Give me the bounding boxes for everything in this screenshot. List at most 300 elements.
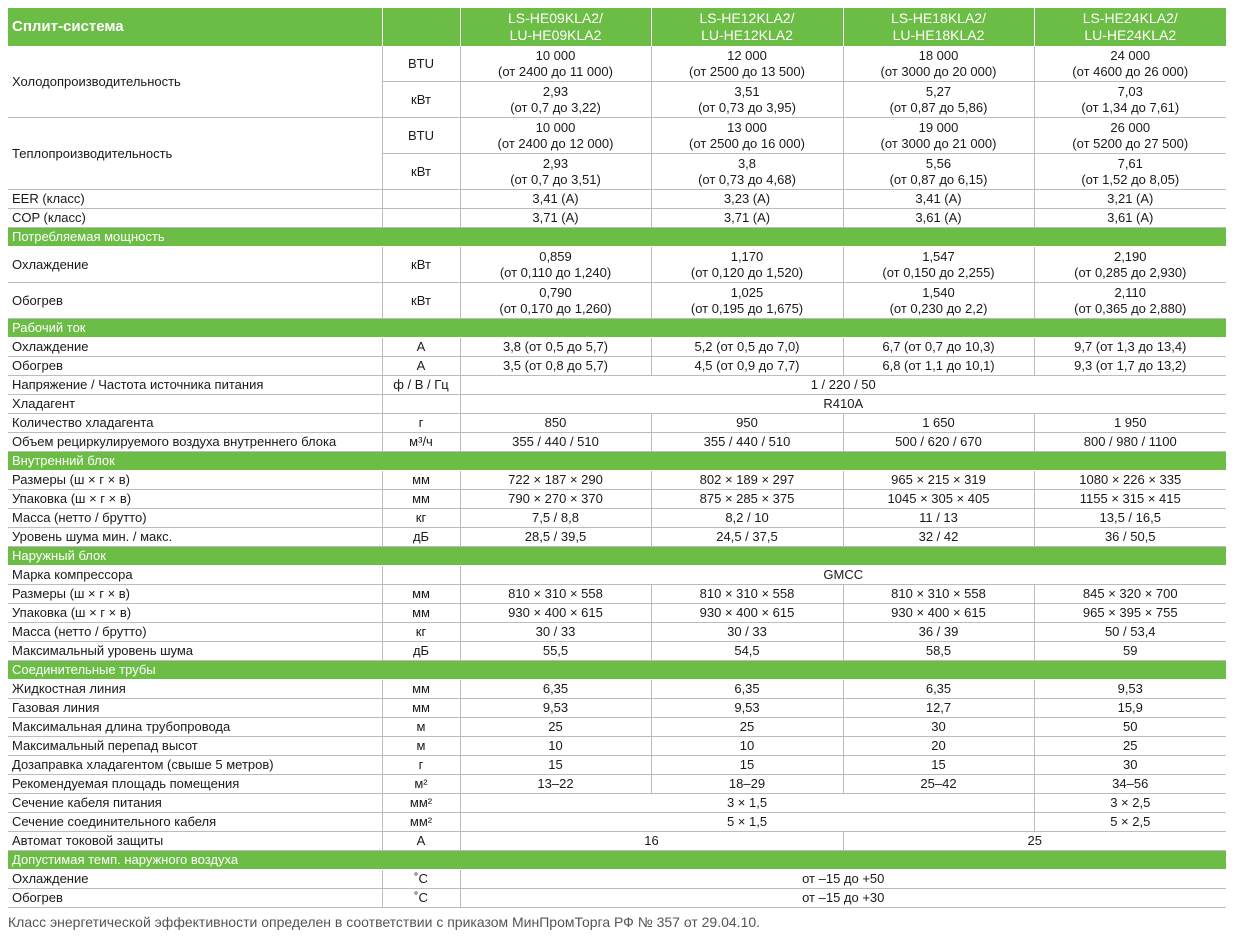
section-header-row [8, 661, 1226, 680]
value-line: 3,23 (A) [723, 191, 771, 206]
value-line: 36 / 50,5 [1104, 529, 1156, 544]
value-line: 36 / 39 [918, 624, 959, 639]
row-label: Обогрев [8, 889, 382, 908]
value-line: 34–56 [1112, 776, 1149, 791]
row-label: Холодопроизводительность [8, 46, 382, 118]
value-line: 3,41 (A) [532, 191, 579, 206]
value-line: 2,93 [542, 83, 569, 99]
value-line: 3,41 (A) [915, 191, 962, 206]
spec-table [8, 8, 1226, 908]
value-cell [843, 209, 1034, 228]
value-line: 5 × 2,5 [1110, 814, 1151, 829]
unit-cell: BTU [382, 46, 460, 82]
table-row [8, 585, 1226, 604]
value-line: 810 × 310 × 558 [508, 586, 603, 601]
table-row [8, 870, 1226, 889]
table-header-row [8, 8, 1226, 46]
value-line: 5,56 [925, 155, 952, 171]
value-cell [651, 509, 843, 528]
table-row [8, 642, 1226, 661]
model-header [460, 8, 651, 46]
value-cell [460, 680, 651, 699]
value-cell [651, 118, 843, 154]
section-title: Соединительные трубы [8, 661, 1226, 680]
table-row [8, 490, 1226, 509]
value-line: 6,35 [925, 681, 952, 696]
value-line: 875 × 285 × 375 [699, 491, 795, 506]
value-cell [843, 718, 1034, 737]
value-line: (от 0,170 до 1,260) [499, 300, 612, 316]
unit-cell: дБ [382, 528, 460, 547]
value-line: 1,540 [922, 284, 955, 300]
table-row [8, 889, 1226, 908]
value-cell [843, 154, 1034, 190]
row-label: Рекомендуемая площадь помещения [8, 775, 382, 794]
unit-header-cell [382, 8, 460, 46]
value-cell [1034, 794, 1226, 813]
value-line: 5,2 (от 0,5 до 7,0) [694, 339, 800, 354]
value-line: (от 0,285 до 2,930) [1074, 264, 1187, 280]
unit-cell: дБ [382, 642, 460, 661]
value-line: 30 / 33 [727, 624, 767, 639]
value-line: 13–22 [537, 776, 574, 791]
value-line: 1 / 220 / 50 [810, 377, 876, 392]
value-cell [843, 699, 1034, 718]
model-header-line: LU-HE24KLA2 [1084, 27, 1177, 43]
row-label: Максимальный уровень шума [8, 642, 382, 661]
unit-cell: м [382, 718, 460, 737]
value-cell [1034, 756, 1226, 775]
row-label: Автомат токовой защиты [8, 832, 382, 851]
value-line: 3,21 (A) [1107, 191, 1154, 206]
value-line: (от 2500 до 16 000) [689, 135, 805, 151]
table-row [8, 623, 1226, 642]
value-line: 11 / 13 [919, 510, 958, 525]
value-line: 0,859 [539, 248, 572, 264]
value-cell [651, 680, 843, 699]
value-line: 7,61 [1117, 155, 1143, 171]
row-label: Уровень шума мин. / макс. [8, 528, 382, 547]
value-line: 9,53 [542, 700, 569, 715]
value-cell [843, 528, 1034, 547]
value-line: 12,7 [925, 700, 952, 715]
value-cell [651, 433, 843, 452]
value-cell [460, 756, 651, 775]
value-cell [843, 118, 1034, 154]
value-cell [1034, 357, 1226, 376]
table-row [8, 509, 1226, 528]
row-label: Количество хладагента [8, 414, 382, 433]
table-row [8, 395, 1226, 414]
row-label: Охлаждение [8, 870, 382, 889]
value-line: 25 [1027, 833, 1042, 848]
row-label: Охлаждение [8, 247, 382, 283]
value-line: 15 [548, 757, 563, 772]
value-line: 7,5 / 8,8 [532, 510, 579, 525]
value-cell [1034, 414, 1226, 433]
value-cell [843, 471, 1034, 490]
table-row [8, 357, 1226, 376]
value-cell [843, 357, 1034, 376]
value-cell [843, 338, 1034, 357]
value-line: 30 [1123, 757, 1138, 772]
table-row [8, 775, 1226, 794]
value-line: 50 [1123, 719, 1138, 734]
value-cell [651, 718, 843, 737]
value-line: 54,5 [734, 643, 760, 658]
unit-cell: мм [382, 585, 460, 604]
value-cell [843, 509, 1034, 528]
value-cell [651, 247, 843, 283]
table-row [8, 414, 1226, 433]
value-cell [651, 357, 843, 376]
value-line: 24 000 [1110, 47, 1151, 63]
value-line: 9,53 [1117, 681, 1143, 696]
value-cell [1034, 338, 1226, 357]
section-header-row [8, 851, 1226, 870]
value-line: 15 [739, 757, 755, 772]
value-line: 3,5 (от 0,8 до 5,7) [502, 358, 609, 373]
value-cell [1034, 46, 1226, 82]
unit-cell: мм [382, 699, 460, 718]
value-cell [843, 623, 1034, 642]
value-line: 25 [548, 719, 563, 734]
value-cell [460, 209, 651, 228]
value-line: (от 0,120 до 1,520) [690, 264, 804, 280]
value-line: (от 0,150 до 2,255) [882, 264, 995, 280]
value-line: 3,71 (A) [532, 210, 579, 225]
value-cell [843, 247, 1034, 283]
model-header-line: LS-HE24KLA2/ [1082, 10, 1178, 26]
table-row [8, 283, 1226, 319]
table-row [8, 118, 1226, 154]
row-label: COP (класс) [8, 209, 382, 228]
table-row [8, 718, 1226, 737]
value-cell [651, 190, 843, 209]
model-header [843, 8, 1034, 46]
value-line: 2,110 [1114, 284, 1147, 300]
value-line: 790 × 270 × 370 [508, 491, 603, 506]
unit-cell: ˚С [382, 870, 460, 889]
model-header [1034, 8, 1226, 46]
value-cell [651, 528, 843, 547]
unit-cell: кг [382, 509, 460, 528]
value-line: 950 [736, 415, 758, 430]
model-header-line: LU-HE09KLA2 [509, 27, 602, 43]
value-line: 13,5 / 16,5 [1099, 510, 1161, 525]
table-row [8, 471, 1226, 490]
value-cell [651, 414, 843, 433]
value-line: 9,3 (от 1,7 до 13,2) [1074, 358, 1187, 373]
unit-cell: мм [382, 471, 460, 490]
value-line: 810 × 310 × 558 [891, 586, 986, 601]
row-label: Обогрев [8, 357, 382, 376]
value-line: 2,93 [542, 155, 569, 171]
value-line: от –15 до +50 [802, 871, 885, 886]
value-cell [1034, 190, 1226, 209]
row-label: Сечение кабеля питания [8, 794, 382, 813]
value-line: 55,5 [542, 643, 569, 658]
spec-table-body [8, 8, 1226, 908]
value-cell [1034, 433, 1226, 452]
value-line: 32 / 42 [918, 529, 959, 544]
value-cell [1034, 585, 1226, 604]
row-label: Масса (нетто / брутто) [8, 623, 382, 642]
unit-cell: м² [382, 775, 460, 794]
unit-cell: А [382, 832, 460, 851]
section-title: Внутренний блок [8, 452, 1226, 471]
value-cell [460, 870, 1226, 889]
value-cell [460, 889, 1226, 908]
value-cell [460, 585, 651, 604]
value-line: 5 × 1,5 [726, 814, 768, 829]
value-line: (от 0,7 до 3,51) [510, 171, 601, 187]
value-cell [460, 433, 651, 452]
unit-cell: кВт [382, 247, 460, 283]
value-line: 26 000 [1110, 119, 1151, 135]
model-header-line: LU-HE12KLA2 [701, 27, 793, 43]
value-cell [651, 642, 843, 661]
value-cell [460, 357, 651, 376]
section-header-row [8, 319, 1226, 338]
value-cell [1034, 471, 1226, 490]
value-cell [460, 623, 651, 642]
value-cell [1034, 699, 1226, 718]
table-row [8, 699, 1226, 718]
value-cell [460, 490, 651, 509]
value-line: 15 [931, 757, 946, 772]
value-line: (от 2400 до 11 000) [498, 63, 613, 79]
value-line: (от 0,230 до 2,2) [889, 300, 988, 316]
value-line: 9,53 [734, 700, 760, 715]
value-cell [651, 490, 843, 509]
value-cell [843, 642, 1034, 661]
table-row [8, 209, 1226, 228]
value-line: 930 × 400 × 615 [699, 605, 795, 620]
row-label: Хладагент [8, 395, 382, 414]
value-cell [460, 699, 651, 718]
row-label: Сечение соединительного кабеля [8, 813, 382, 832]
value-line: 6,35 [734, 681, 760, 696]
value-cell [1034, 813, 1226, 832]
value-cell [843, 737, 1034, 756]
table-row [8, 832, 1226, 851]
unit-cell: г [382, 756, 460, 775]
value-line: 12 000 [727, 47, 767, 63]
value-cell [460, 509, 651, 528]
row-label: EER (класс) [8, 190, 382, 209]
section-title: Допустимая темп. наружного воздуха [8, 851, 1226, 870]
value-cell [460, 642, 651, 661]
value-cell [651, 756, 843, 775]
row-label: Максимальная длина трубопровода [8, 718, 382, 737]
value-cell [843, 82, 1034, 118]
value-line: 930 × 400 × 615 [508, 605, 603, 620]
unit-cell: А [382, 357, 460, 376]
value-cell [460, 376, 1226, 395]
value-line: 800 / 980 / 1100 [1083, 434, 1177, 449]
value-line: 965 × 395 × 755 [1082, 605, 1178, 620]
value-line: 3 × 2,5 [1110, 795, 1151, 810]
value-cell [651, 338, 843, 357]
value-line: 10 000 [535, 119, 576, 135]
value-line: 13 000 [727, 119, 767, 135]
value-line: (от 3000 до 21 000) [880, 135, 997, 151]
section-title: Рабочий ток [8, 319, 1226, 338]
unit-cell [382, 566, 460, 585]
value-cell [1034, 737, 1226, 756]
value-line: 930 × 400 × 615 [891, 605, 986, 620]
value-cell [651, 699, 843, 718]
value-cell [460, 775, 651, 794]
table-row [8, 433, 1226, 452]
unit-cell [382, 190, 460, 209]
value-cell [1034, 604, 1226, 623]
value-cell [1034, 118, 1226, 154]
value-line: 24,5 / 37,5 [716, 529, 778, 544]
value-line: 8,2 / 10 [725, 510, 769, 525]
value-line: 30 / 33 [535, 624, 576, 639]
value-line: 1080 × 226 × 335 [1079, 472, 1182, 487]
value-line: 722 × 187 × 290 [508, 472, 603, 487]
value-line: 15,9 [1117, 700, 1143, 715]
value-line: 7,03 [1117, 83, 1143, 99]
table-row [8, 376, 1226, 395]
value-line: 802 × 189 × 297 [699, 472, 795, 487]
value-cell [651, 283, 843, 319]
value-line: 10 [739, 738, 755, 753]
unit-cell: мм [382, 604, 460, 623]
value-cell [1034, 283, 1226, 319]
value-line: (от 2500 до 13 500) [689, 63, 805, 79]
value-cell [843, 283, 1034, 319]
row-label: Марка компрессора [8, 566, 382, 585]
row-label: Газовая линия [8, 699, 382, 718]
unit-cell: BTU [382, 118, 460, 154]
value-cell [843, 46, 1034, 82]
value-line: (от 1,34 до 7,61) [1081, 99, 1180, 115]
value-line: (от 0,73 до 4,68) [698, 171, 796, 187]
unit-cell: мм² [382, 794, 460, 813]
value-line: 6,7 (от 0,7 до 10,3) [882, 339, 995, 354]
value-cell [843, 414, 1034, 433]
value-line: 1155 × 315 × 415 [1079, 491, 1181, 506]
value-line: (от 0,7 до 3,22) [510, 99, 601, 115]
value-line: 1 650 [922, 415, 955, 430]
value-line: (от 5200 до 27 500) [1072, 135, 1189, 151]
unit-cell: мм² [382, 813, 460, 832]
value-line: (от 0,87 до 6,15) [889, 171, 988, 187]
value-cell [1034, 82, 1226, 118]
value-line: 25 [1123, 738, 1138, 753]
value-cell [460, 813, 1034, 832]
table-row [8, 247, 1226, 283]
row-label: Максимальный перепад высот [8, 737, 382, 756]
value-line: (от 0,73 до 3,95) [698, 99, 796, 115]
value-line: 1,025 [730, 284, 764, 300]
row-label: Упаковка (ш × г × в) [8, 490, 382, 509]
table-row [8, 756, 1226, 775]
value-cell [460, 118, 651, 154]
value-line: 850 [544, 415, 567, 430]
value-line: 30 [931, 719, 946, 734]
value-line: 5,27 [925, 83, 952, 99]
unit-cell: ф / В / Гц [382, 376, 460, 395]
footnote: Класс энергетической эффективности определен в соответствии с приказом МинПромТорга РФ № 357 от 29.04.10. [8, 914, 761, 930]
value-cell [460, 471, 651, 490]
value-cell [460, 46, 651, 82]
value-cell [1034, 247, 1226, 283]
value-line: (от 3000 до 20 000) [880, 63, 997, 79]
value-cell [460, 528, 651, 547]
value-cell [460, 794, 1034, 813]
value-line: 6,35 [542, 681, 569, 696]
value-cell [460, 190, 651, 209]
value-line: 965 × 215 × 319 [891, 472, 986, 487]
value-line: 9,7 (от 1,3 до 13,4) [1074, 339, 1187, 354]
value-cell [460, 566, 1226, 585]
value-line: 355 / 440 / 510 [512, 434, 599, 449]
table-row [8, 604, 1226, 623]
value-cell [843, 775, 1034, 794]
table-row [8, 528, 1226, 547]
value-line: 19 000 [918, 119, 959, 135]
unit-cell: м³/ч [382, 433, 460, 452]
value-line: 3,51 [734, 83, 760, 99]
value-cell [1034, 509, 1226, 528]
value-line: (от 1,52 до 8,05) [1081, 171, 1180, 187]
value-cell [843, 756, 1034, 775]
value-line: 59 [1123, 643, 1138, 658]
unit-cell: кВт [382, 82, 460, 118]
value-line: 3 × 1,5 [726, 795, 768, 810]
row-label: Объем рециркулируемого воздуха внутреннего блока [8, 433, 382, 452]
unit-cell: г [382, 414, 460, 433]
value-cell [651, 46, 843, 82]
table-row [8, 813, 1226, 832]
table-row [8, 794, 1226, 813]
row-label: Жидкостная линия [8, 680, 382, 699]
value-line: 3,61 (A) [1107, 210, 1154, 225]
value-cell [651, 585, 843, 604]
value-line: 25 [739, 719, 755, 734]
value-line: 50 / 53,4 [1104, 624, 1156, 639]
value-cell [651, 209, 843, 228]
value-line: 28,5 / 39,5 [524, 529, 587, 544]
unit-cell: мм [382, 490, 460, 509]
value-cell [843, 832, 1226, 851]
value-cell [1034, 154, 1226, 190]
unit-cell: ˚С [382, 889, 460, 908]
unit-cell: А [382, 338, 460, 357]
value-cell [651, 604, 843, 623]
row-label: Напряжение / Частота источника питания [8, 376, 382, 395]
value-cell [1034, 528, 1226, 547]
value-cell [1034, 775, 1226, 794]
value-cell [460, 395, 1226, 414]
value-line: 1,547 [922, 248, 955, 264]
value-cell [651, 623, 843, 642]
value-line: (от 0,365 до 2,880) [1074, 300, 1187, 316]
value-cell [460, 414, 651, 433]
row-label: Размеры (ш × г × в) [8, 471, 382, 490]
section-header-row [8, 228, 1226, 247]
unit-cell [382, 209, 460, 228]
unit-cell: м [382, 737, 460, 756]
model-header-line: LS-HE09KLA2/ [508, 10, 603, 26]
value-line: 810 × 310 × 558 [699, 586, 795, 601]
value-cell [843, 190, 1034, 209]
